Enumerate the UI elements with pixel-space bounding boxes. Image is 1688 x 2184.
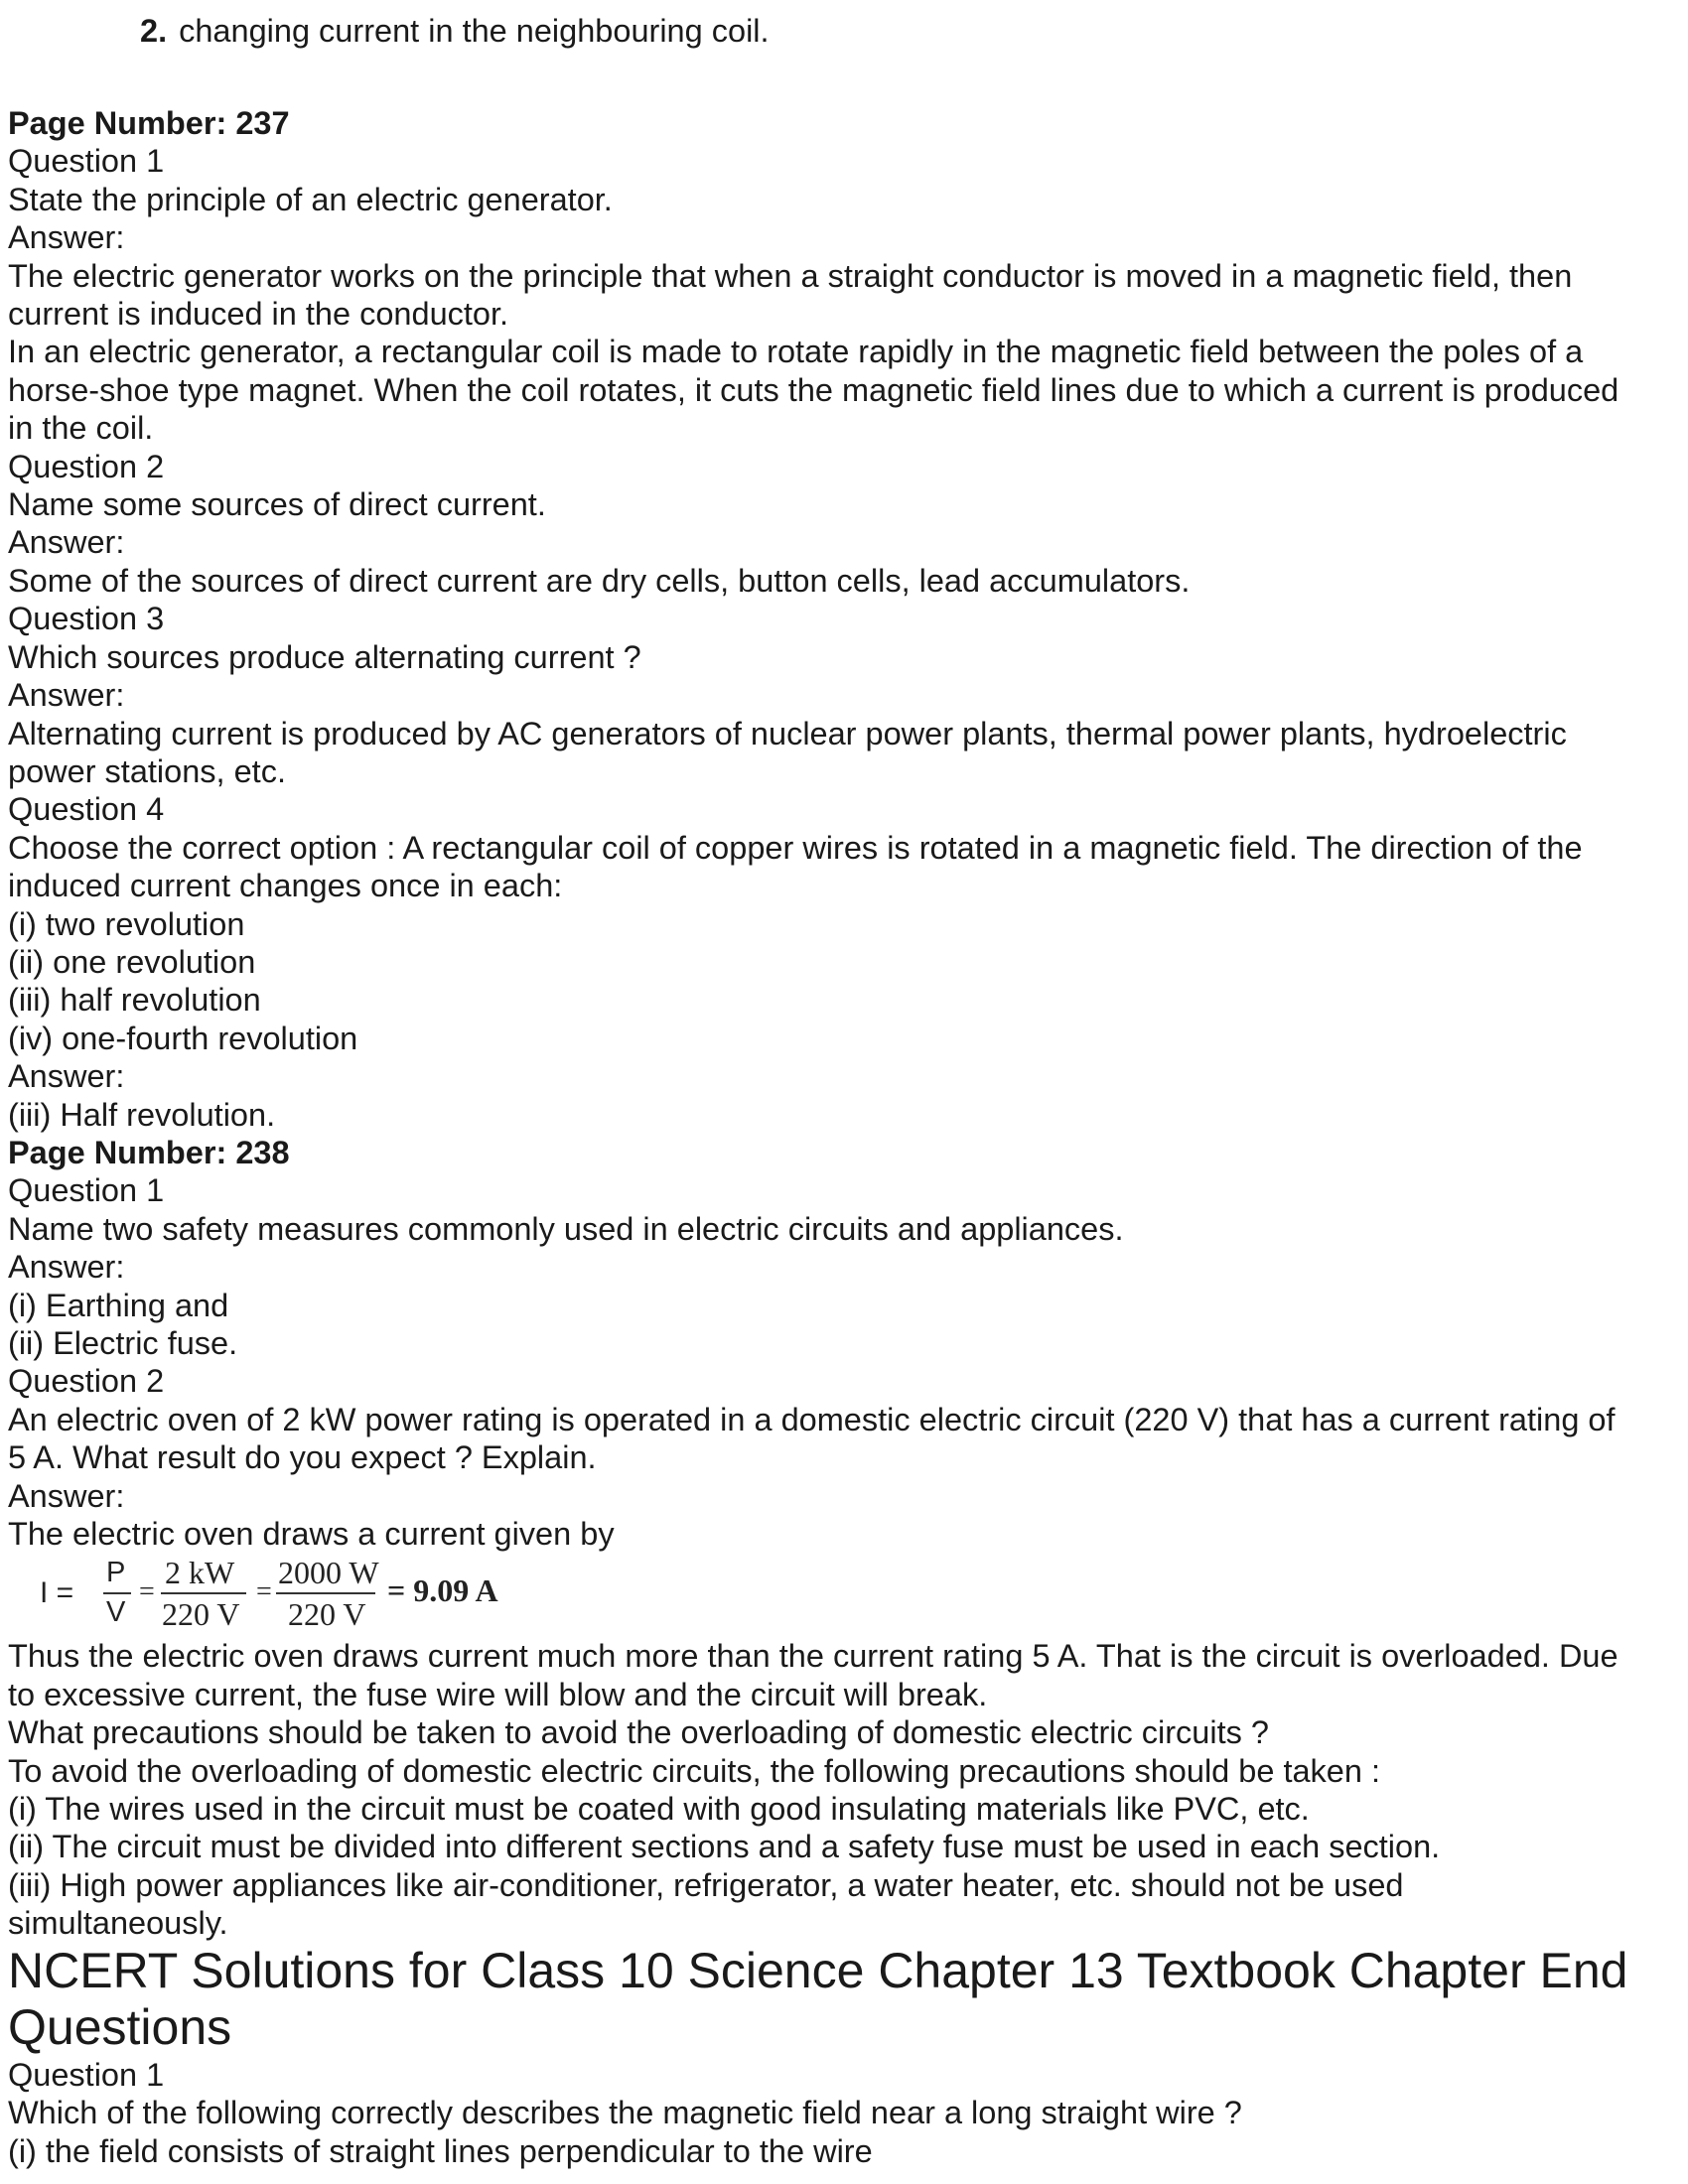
answer-label: Answer:: [8, 524, 125, 561]
list-item-number: 2.: [140, 13, 168, 49]
answer-label: Answer:: [8, 677, 125, 714]
question-text: induced current changes once in each:: [8, 868, 563, 904]
option-item: (i) the field consists of straight lines perpendicular to the wire: [8, 2132, 873, 2169]
answer-line: (ii) Electric fuse.: [8, 1325, 238, 1361]
question-text: Choose the correct option : A rectangular coil of copper wires is rotated in a magnetic field. The direction of the: [8, 829, 1583, 866]
formula-denominator: V: [106, 1596, 126, 1629]
answer-line: (i) The wires used in the circuit must be coated with good insulating materials like PVC, etc.: [8, 1791, 1310, 1828]
fraction-bar: [276, 1592, 375, 1594]
question-text: 5 A. What result do you expect ? Explain.: [8, 1439, 597, 1476]
option-item: (iii) half revolution: [8, 982, 261, 1019]
current-formula: [8, 1553, 1676, 1637]
answer-label: Answer:: [8, 1058, 125, 1095]
question-text: Which sources produce alternating current ?: [8, 638, 641, 675]
chapter-heading: Questions: [8, 1998, 232, 2055]
question-label: Question 4: [8, 791, 165, 828]
formula-numerator: 2000 W: [278, 1555, 379, 1591]
formula-numerator: P: [106, 1557, 126, 1589]
answer-line: (iii) High power appliances like air-conditioner, refrigerator, a water heater, etc. should not be used: [8, 1866, 1404, 1903]
page-number-heading: Page Number: 237: [8, 105, 290, 141]
answer-line: Thus the electric oven draws current much more than the current rating 5 A. That is the circuit is overloaded. Due: [8, 1638, 1618, 1675]
answer-label: Answer:: [8, 1249, 125, 1286]
question-text: Name two safety measures commonly used in electric circuits and appliances.: [8, 1210, 1124, 1247]
answer-label: Answer:: [8, 219, 125, 256]
formula-result: = 9.09 A: [387, 1572, 498, 1609]
answer-line: to excessive current, the fuse wire will blow and the circuit will break.: [8, 1676, 988, 1712]
list-item: [140, 8, 770, 54]
option-item: (iv) one-fourth revolution: [8, 1020, 358, 1056]
formula-equals: =: [139, 1576, 155, 1608]
question-label: Question 1: [8, 143, 165, 180]
answer-line: (iii) Half revolution.: [8, 1096, 276, 1133]
question-label: Question 2: [8, 1363, 165, 1400]
page-number-heading: Page Number: 238: [8, 1134, 290, 1170]
answer-line: in the coil.: [8, 410, 154, 447]
answer-line: The electric generator works on the principle that when a straight conductor is moved in a magnetic field, then: [8, 257, 1573, 294]
document-body: [8, 104, 1676, 2170]
question-text: Name some sources of direct current.: [8, 486, 546, 523]
answer-line: The electric oven draws a current given by: [8, 1516, 615, 1553]
option-item: (i) two revolution: [8, 905, 245, 942]
answer-label: Answer:: [8, 1477, 125, 1514]
question-label: Question 3: [8, 601, 165, 637]
answer-line: To avoid the overloading of domestic electric circuits, the following precautions should be taken :: [8, 1752, 1381, 1789]
answer-line: current is induced in the conductor.: [8, 296, 509, 333]
question-text: Which of the following correctly describes the magnetic field near a long straight wire ?: [8, 2095, 1242, 2131]
formula-equals: =: [256, 1576, 272, 1608]
answer-line: simultaneously.: [8, 1905, 228, 1942]
chapter-heading: NCERT Solutions for Class 10 Science Chapter 13 Textbook Chapter End: [8, 1942, 1628, 1998]
fraction-bar: [161, 1592, 246, 1594]
fraction-bar: [103, 1592, 131, 1594]
formula-numerator: 2 kW: [165, 1555, 235, 1591]
answer-line: (i) Earthing and: [8, 1287, 229, 1323]
option-item: (ii) one revolution: [8, 943, 256, 980]
question-text: An electric oven of 2 kW power rating is operated in a domestic electric circuit (220 V) that has a current rating of: [8, 1401, 1616, 1437]
question-label: Question 2: [8, 448, 165, 484]
formula-denominator: 220 V: [288, 1596, 366, 1633]
answer-line: horse-shoe type magnet. When the coil rotates, it cuts the magnetic field lines due to which a current is produced: [8, 371, 1619, 408]
answer-line: power stations, etc.: [8, 752, 286, 789]
answer-line: What precautions should be taken to avoid the overloading of domestic electric circuits ?: [8, 1714, 1269, 1751]
answer-line: Some of the sources of direct current are dry cells, button cells, lead accumulators.: [8, 562, 1191, 599]
formula-denominator: 220 V: [162, 1596, 240, 1633]
question-text: State the principle of an electric generator.: [8, 181, 613, 217]
question-label: Question 1: [8, 1172, 165, 1209]
formula-lhs: I =: [40, 1576, 74, 1610]
list-item-text: changing current in the neighbouring coil.: [179, 13, 770, 49]
question-label: Question 1: [8, 2056, 165, 2093]
answer-line: Alternating current is produced by AC generators of nuclear power plants, thermal power plants, hydroelectric: [8, 715, 1567, 751]
answer-line: (ii) The circuit must be divided into different sections and a safety fuse must be used in each section.: [8, 1829, 1441, 1865]
answer-line: In an electric generator, a rectangular coil is made to rotate rapidly in the magnetic field between the poles of a: [8, 334, 1584, 370]
